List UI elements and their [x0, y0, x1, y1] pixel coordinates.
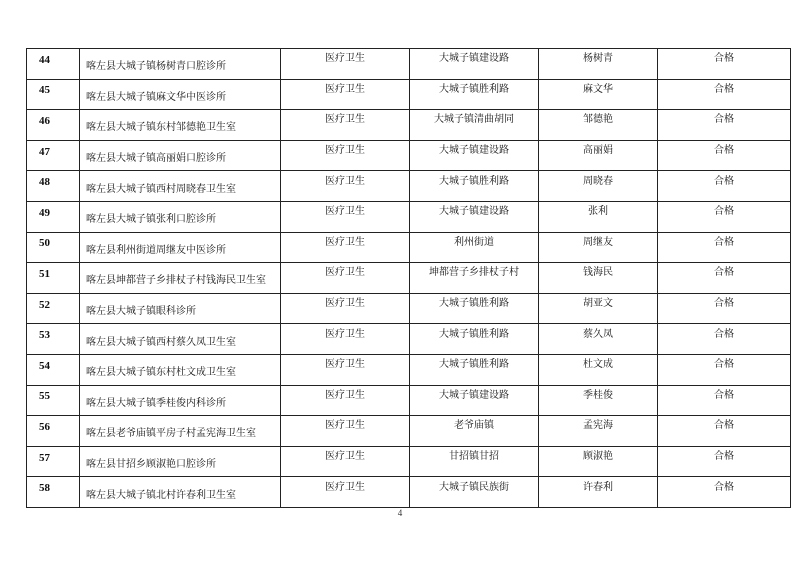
- clinic-name: [80, 79, 281, 110]
- row-number-text: 51: [39, 267, 50, 280]
- address-cell-text: 大城子镇胜利路: [439, 359, 509, 371]
- person-cell: [539, 171, 658, 202]
- result-cell: [658, 385, 791, 416]
- clinic-name-text: 喀左县大城子镇东村邹德艳卫生室: [86, 122, 236, 134]
- address-cell-text: 坤都营子乡排杖子村: [429, 267, 519, 279]
- address-cell: [410, 416, 539, 447]
- row-number-text: 50: [39, 237, 50, 250]
- person-cell-text: 许春利: [583, 481, 613, 493]
- table-row: [27, 293, 791, 324]
- person-cell: [539, 477, 658, 508]
- category-cell: [281, 354, 410, 385]
- category-cell: [281, 232, 410, 263]
- row-number: [27, 293, 80, 324]
- result-cell: [658, 446, 791, 477]
- table-row: [27, 140, 791, 171]
- table-row: [27, 49, 791, 80]
- result-cell: [658, 477, 791, 508]
- result-cell-text: 合格: [714, 298, 734, 310]
- category-cell-text: 医疗卫生: [325, 298, 365, 310]
- category-cell-text: 医疗卫生: [325, 359, 365, 371]
- clinic-name: [80, 140, 281, 171]
- row-number-text: 55: [39, 390, 50, 403]
- person-cell-text: 张利: [588, 206, 608, 218]
- person-cell: [539, 385, 658, 416]
- result-cell: [658, 232, 791, 263]
- category-cell-text: 医疗卫生: [325, 53, 365, 65]
- table-row: [27, 446, 791, 477]
- category-cell-text: 医疗卫生: [325, 206, 365, 218]
- person-cell-text: 钱海民: [583, 267, 613, 279]
- address-cell: [410, 110, 539, 141]
- page-number: 4: [397, 508, 403, 518]
- row-number: [27, 385, 80, 416]
- result-cell: [658, 140, 791, 171]
- person-cell: [539, 263, 658, 294]
- row-number: [27, 49, 80, 80]
- category-cell: [281, 171, 410, 202]
- address-cell: [410, 446, 539, 477]
- clinic-name: [80, 354, 281, 385]
- table-row: [27, 263, 791, 294]
- person-cell-text: 顾淑艳: [583, 451, 613, 463]
- result-cell-text: 合格: [714, 236, 734, 248]
- address-cell: [410, 354, 539, 385]
- category-cell-text: 医疗卫生: [325, 420, 365, 432]
- table-row: [27, 324, 791, 355]
- address-cell: [410, 49, 539, 80]
- address-cell-text: 大城子镇胜利路: [439, 328, 509, 340]
- clinic-name-text: 喀左县大城子镇高丽娟口腔诊所: [86, 153, 226, 165]
- clinic-name: [80, 477, 281, 508]
- address-cell-text: 大城子镇建设路: [439, 145, 509, 157]
- category-cell-text: 医疗卫生: [325, 481, 365, 493]
- category-cell-text: 医疗卫生: [325, 83, 365, 95]
- category-cell: [281, 79, 410, 110]
- result-cell-text: 合格: [714, 175, 734, 187]
- person-cell-text: 麻文华: [583, 83, 613, 95]
- category-cell: [281, 263, 410, 294]
- clinic-name: [80, 201, 281, 232]
- category-cell-text: 医疗卫生: [325, 328, 365, 340]
- clinic-name: [80, 385, 281, 416]
- result-cell-text: 合格: [714, 481, 734, 493]
- category-cell: [281, 140, 410, 171]
- table-row: [27, 354, 791, 385]
- address-cell: [410, 324, 539, 355]
- address-cell-text: 大城子镇胜利路: [439, 83, 509, 95]
- category-cell-text: 医疗卫生: [325, 267, 365, 279]
- address-cell: [410, 140, 539, 171]
- address-cell: [410, 477, 539, 508]
- address-cell: [410, 201, 539, 232]
- result-cell-text: 合格: [714, 359, 734, 371]
- row-number: [27, 354, 80, 385]
- clinic-name-text: 喀左县甘招乡顾淑艳口腔诊所: [86, 459, 216, 471]
- person-cell-text: 蔡久凤: [583, 328, 613, 340]
- row-number-text: 53: [39, 329, 50, 342]
- result-cell-text: 合格: [714, 420, 734, 432]
- person-cell: [539, 232, 658, 263]
- row-number: [27, 79, 80, 110]
- person-cell-text: 高丽娟: [583, 145, 613, 157]
- clinic-name-text: 喀左县大城子镇张利口腔诊所: [86, 214, 216, 226]
- address-cell-text: 大城子镇胜利路: [439, 298, 509, 310]
- person-cell-text: 季桂俊: [583, 389, 613, 401]
- row-number-text: 44: [39, 53, 50, 66]
- table-row: [27, 232, 791, 263]
- row-number: [27, 140, 80, 171]
- person-cell: [539, 201, 658, 232]
- address-cell: [410, 232, 539, 263]
- category-cell: [281, 49, 410, 80]
- address-cell: [410, 171, 539, 202]
- address-cell-text: 大城子镇建设路: [439, 389, 509, 401]
- table-row: [27, 416, 791, 447]
- person-cell-text: 孟宪海: [583, 420, 613, 432]
- clinic-name-text: 喀左县利州街道周继友中医诊所: [86, 244, 226, 256]
- category-cell: [281, 293, 410, 324]
- clinic-name-text: 喀左县大城子镇西村蔡久凤卫生室: [86, 336, 236, 348]
- address-cell-text: 大城子镇民族街: [439, 481, 509, 493]
- clinic-name: [80, 293, 281, 324]
- category-cell: [281, 110, 410, 141]
- person-cell: [539, 49, 658, 80]
- category-cell-text: 医疗卫生: [325, 114, 365, 126]
- clinic-name: [80, 416, 281, 447]
- address-cell-text: 甘招镇甘招: [449, 451, 499, 463]
- person-cell: [539, 324, 658, 355]
- address-cell: [410, 79, 539, 110]
- result-cell-text: 合格: [714, 328, 734, 340]
- row-number: [27, 416, 80, 447]
- address-cell: [410, 263, 539, 294]
- clinic-name: [80, 49, 281, 80]
- row-number-text: 58: [39, 482, 50, 495]
- clinic-name: [80, 324, 281, 355]
- clinic-name-text: 喀左县大城子镇季桂俊内科诊所: [86, 397, 226, 409]
- row-number-text: 48: [39, 176, 50, 189]
- address-cell-text: 利州街道: [454, 236, 494, 248]
- person-cell: [539, 79, 658, 110]
- clinic-name-text: 喀左县大城子镇麻文华中医诊所: [86, 91, 226, 103]
- person-cell: [539, 446, 658, 477]
- row-number-text: 56: [39, 420, 50, 433]
- clinic-name-text: 喀左县坤都营子乡排杖子村钱海民卫生室: [86, 275, 266, 287]
- clinic-name-text: 喀左县大城子镇眼科诊所: [86, 306, 196, 318]
- row-number-text: 54: [39, 359, 50, 372]
- result-cell-text: 合格: [714, 53, 734, 65]
- result-cell: [658, 416, 791, 447]
- row-number-text: 47: [39, 145, 50, 158]
- inspection-table: [26, 48, 791, 508]
- result-cell-text: 合格: [714, 389, 734, 401]
- result-cell: [658, 263, 791, 294]
- clinic-name-text: 喀左县大城子镇东村杜文成卫生室: [86, 367, 236, 379]
- address-cell: [410, 385, 539, 416]
- row-number: [27, 477, 80, 508]
- clinic-name: [80, 446, 281, 477]
- person-cell-text: 杜文成: [583, 359, 613, 371]
- table-row: [27, 79, 791, 110]
- row-number: [27, 171, 80, 202]
- person-cell-text: 杨树青: [583, 53, 613, 65]
- row-number-text: 52: [39, 298, 50, 311]
- clinic-name: [80, 110, 281, 141]
- category-cell: [281, 416, 410, 447]
- person-cell: [539, 110, 658, 141]
- address-cell-text: 老爷庙镇: [454, 420, 494, 432]
- category-cell: [281, 446, 410, 477]
- result-cell: [658, 49, 791, 80]
- row-number-text: 57: [39, 451, 50, 464]
- row-number-text: 49: [39, 206, 50, 219]
- result-cell: [658, 201, 791, 232]
- row-number: [27, 324, 80, 355]
- result-cell-text: 合格: [714, 267, 734, 279]
- result-cell-text: 合格: [714, 145, 734, 157]
- address-cell-text: 大城子镇建设路: [439, 53, 509, 65]
- address-cell: [410, 293, 539, 324]
- row-number-text: 45: [39, 84, 50, 97]
- clinic-name: [80, 263, 281, 294]
- person-cell-text: 周继友: [583, 236, 613, 248]
- result-cell-text: 合格: [714, 451, 734, 463]
- clinic-name: [80, 232, 281, 263]
- row-number: [27, 232, 80, 263]
- category-cell-text: 医疗卫生: [325, 175, 365, 187]
- person-cell: [539, 416, 658, 447]
- result-cell: [658, 324, 791, 355]
- clinic-name: [80, 171, 281, 202]
- row-number: [27, 201, 80, 232]
- category-cell-text: 医疗卫生: [325, 145, 365, 157]
- table-row: [27, 477, 791, 508]
- result-cell-text: 合格: [714, 83, 734, 95]
- result-cell-text: 合格: [714, 114, 734, 126]
- person-cell: [539, 293, 658, 324]
- table-row: [27, 171, 791, 202]
- person-cell: [539, 140, 658, 171]
- category-cell: [281, 201, 410, 232]
- row-number: [27, 263, 80, 294]
- table-row: [27, 110, 791, 141]
- category-cell-text: 医疗卫生: [325, 389, 365, 401]
- person-cell-text: 周晓春: [583, 175, 613, 187]
- clinic-name-text: 喀左县大城子镇西村周晓春卫生室: [86, 183, 236, 195]
- person-cell: [539, 354, 658, 385]
- row-number: [27, 446, 80, 477]
- table-row: [27, 385, 791, 416]
- result-cell: [658, 171, 791, 202]
- person-cell-text: 胡亚文: [583, 298, 613, 310]
- clinic-name-text: 喀左县大城子镇北村许春利卫生室: [86, 489, 236, 501]
- result-cell: [658, 79, 791, 110]
- address-cell-text: 大城子镇清曲胡同: [434, 114, 514, 126]
- result-cell: [658, 354, 791, 385]
- row-number-text: 46: [39, 114, 50, 127]
- result-cell: [658, 110, 791, 141]
- category-cell: [281, 385, 410, 416]
- table-row: [27, 201, 791, 232]
- clinic-name-text: 喀左县老爷庙镇平房子村孟宪海卫生室: [86, 428, 256, 440]
- address-cell-text: 大城子镇建设路: [439, 206, 509, 218]
- category-cell-text: 医疗卫生: [325, 451, 365, 463]
- person-cell-text: 邹德艳: [583, 114, 613, 126]
- category-cell: [281, 477, 410, 508]
- table-body: [27, 49, 791, 508]
- address-cell-text: 大城子镇胜利路: [439, 175, 509, 187]
- result-cell-text: 合格: [714, 206, 734, 218]
- row-number: [27, 110, 80, 141]
- category-cell: [281, 324, 410, 355]
- result-cell: [658, 293, 791, 324]
- clinic-name-text: 喀左县大城子镇杨树青口腔诊所: [86, 61, 226, 73]
- category-cell-text: 医疗卫生: [325, 236, 365, 248]
